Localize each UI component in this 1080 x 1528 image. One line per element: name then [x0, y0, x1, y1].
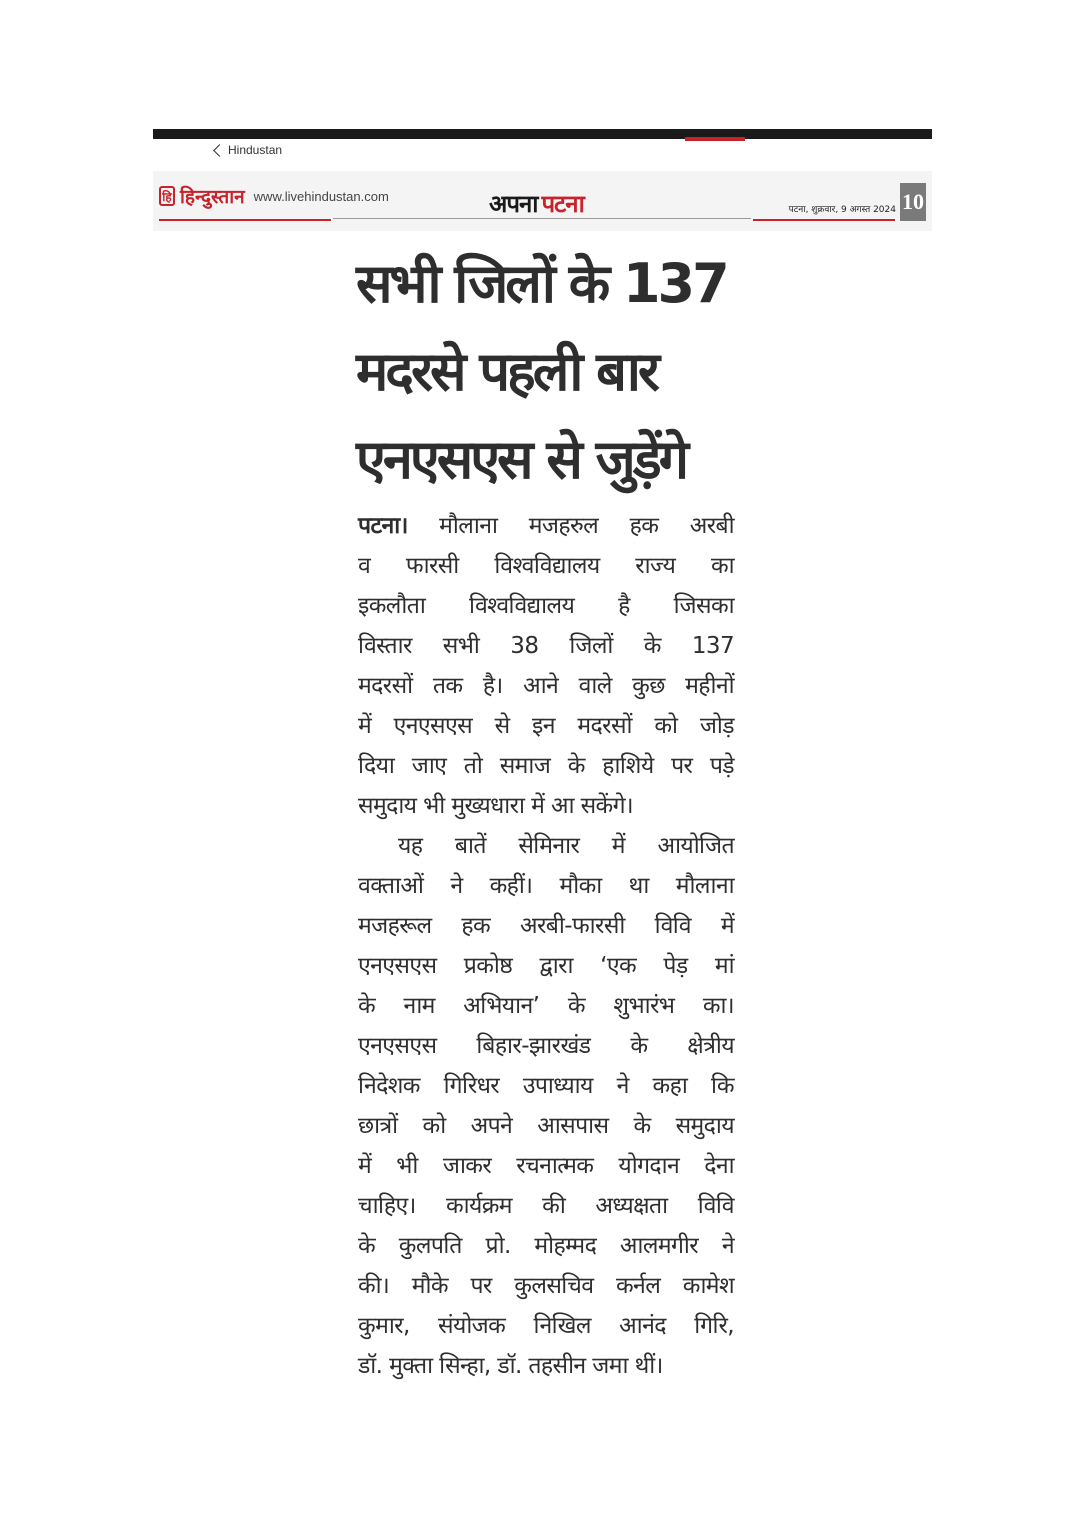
back-link[interactable]	[213, 143, 282, 157]
chevron-left-icon	[213, 144, 226, 157]
body-line: एनएसएस प्रकोष्ठ द्वारा ‘एक पेड़ मां	[358, 953, 734, 979]
body-line: निदेशक गिरिधर उपाध्याय ने कहा कि	[358, 1073, 734, 1099]
body-line: मजहरूल हक अरबी-फारसी विवि में	[358, 913, 734, 939]
body-line: छात्रों को अपने आसपास के समुदाय	[358, 1113, 734, 1139]
body-line: में एनएसएस से इन मदरसों को जोड़	[358, 713, 734, 739]
body-line: इकलौता विश्वविद्यालय है जिसका	[358, 593, 734, 619]
body-line: दिया जाए तो समाज के हाशिये पर पड़े	[358, 753, 734, 779]
body-line: डॉ. मुक्ता सिन्हा, डॉ. तहसीन जमा थीं।	[358, 1353, 663, 1379]
section-title-part1: अपना	[489, 190, 538, 218]
top-bar	[153, 129, 932, 139]
article-headline	[356, 240, 746, 504]
body-line: के नाम अभियान’ के शुभारंभ का।	[358, 993, 734, 1019]
back-link-label: Hindustan	[228, 143, 283, 157]
body-line	[358, 506, 734, 546]
paper-name: हिन्दुस्तान	[180, 186, 245, 208]
body-line: के कुलपति प्रो. मोहम्मद आलमगीर ने	[358, 1233, 734, 1259]
masthead-logo	[159, 183, 389, 209]
body-line: चाहिए। कार्यक्रम की अध्यक्षता विवि	[358, 1193, 734, 1219]
section-title-part2: पटना	[541, 190, 584, 218]
article-body	[358, 506, 734, 1386]
masthead-rule-left	[159, 219, 331, 221]
body-line: विस्तार सभी 38 जिलों के 137	[358, 633, 734, 659]
newspaper-clipping-header	[153, 129, 932, 231]
top-bar-accent	[685, 137, 745, 141]
article-place: पटना।	[358, 513, 408, 539]
body-line-text: मौलाना मजहरुल हक अरबी	[439, 513, 734, 539]
body-line: व फारसी विश्वविद्यालय राज्य का	[358, 553, 734, 579]
body-line: की। मौके पर कुलसचिव कर्नल कामेश	[358, 1273, 734, 1299]
body-line: एनएसएस बिहार-झारखंड के क्षेत्रीय	[358, 1033, 734, 1059]
masthead-rule-right	[753, 219, 895, 221]
body-line: में भी जाकर रचनात्मक योगदान देना	[358, 1153, 734, 1179]
section-title	[489, 187, 584, 220]
issue-dateline: पटना, शुक्रवार, 9 अगस्त 2024	[788, 205, 896, 215]
headline-line: एनएसएस से जुड़ेंगे	[356, 428, 687, 491]
headline-line: मदरसे पहली बार	[356, 340, 658, 403]
website-url: www.livehindustan.com	[253, 188, 389, 204]
body-line: वक्ताओं ने कहीं। मौका था मौलाना	[358, 873, 734, 899]
page-number: 10	[900, 183, 926, 221]
body-line: कुमार, संयोजक निखिल आनंद गिरि,	[358, 1313, 734, 1339]
headline-line: सभी जिलों के 137	[356, 252, 727, 315]
body-line: मदरसों तक है। आने वाले कुछ महीनों	[358, 673, 734, 699]
body-line: यह बातें सेमिनार में आयोजित	[398, 833, 734, 859]
body-line: समुदाय भी मुख्यधारा में आ सकेंगे।	[358, 793, 634, 819]
logo-mark-icon: हि	[159, 186, 175, 206]
